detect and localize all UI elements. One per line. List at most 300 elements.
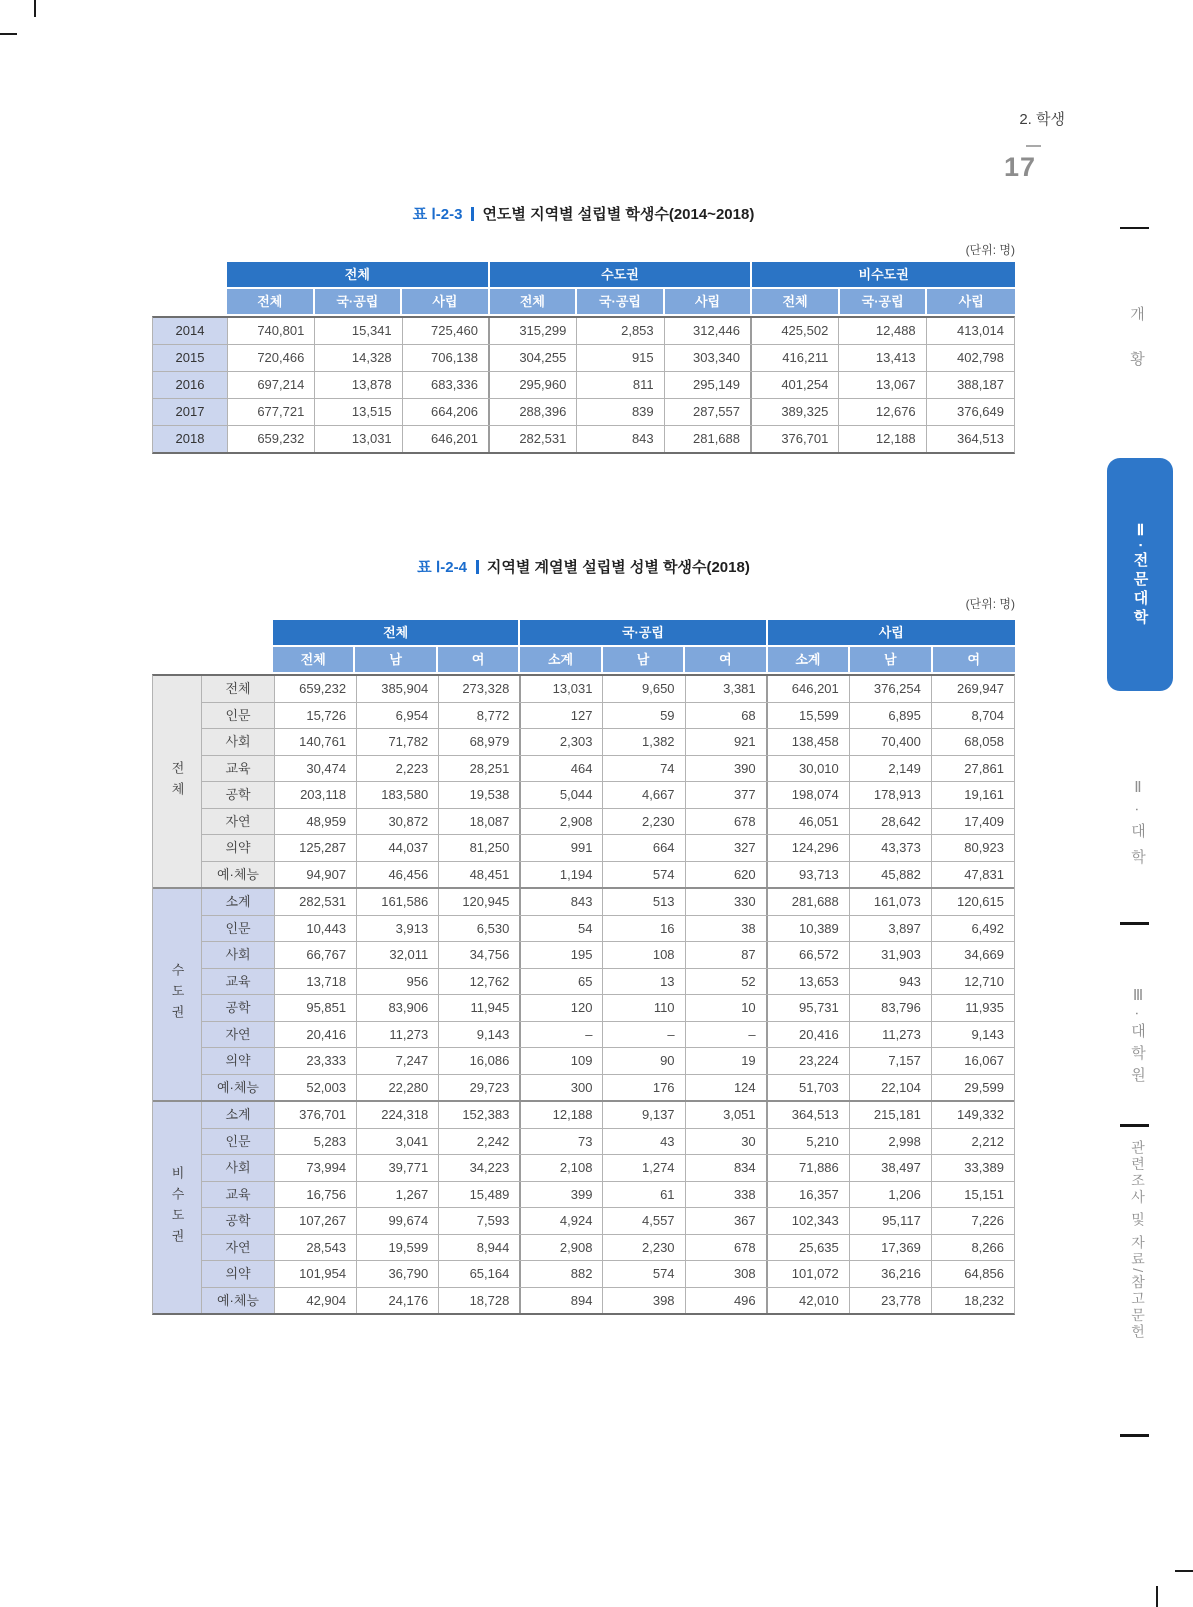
table-cell: 195	[521, 942, 603, 968]
table-cell: 102,343	[768, 1208, 850, 1234]
row-label: 예·체능	[202, 862, 275, 888]
table-cell: 28,251	[439, 756, 521, 782]
table-cell: 4,557	[603, 1208, 685, 1234]
table2-header-groups	[152, 620, 1015, 647]
table-row	[202, 862, 1014, 888]
table-cell: 2,223	[357, 756, 439, 782]
table-cell: 2,998	[850, 1129, 932, 1155]
table-cell: 843	[577, 426, 664, 452]
column-header: 전체	[490, 289, 578, 316]
table-cell: 464	[521, 756, 603, 782]
table-cell: 7,226	[971, 1213, 1004, 1228]
table-cell: 27,861	[964, 760, 1004, 776]
column-header: 사립	[402, 289, 490, 316]
table-cell: 312,446	[665, 318, 752, 344]
sidebar-label-references: 관련조사 및 자료/참고문헌	[1130, 1140, 1146, 1341]
table-cell: 678	[686, 809, 768, 835]
table-row	[202, 1075, 1014, 1101]
table-cell: 513	[603, 889, 685, 915]
table-cell: 215,181	[850, 1102, 932, 1128]
table-cell: 138,458	[768, 729, 850, 755]
table-cell: 15,151	[964, 1186, 1004, 1202]
sidebar-label-overview: 개황	[1128, 306, 1145, 396]
table-cell: 376,254	[850, 676, 932, 702]
table-cell: 66,572	[768, 942, 850, 968]
table-cell: 43	[603, 1129, 685, 1155]
table-cell: 29,723	[439, 1075, 521, 1101]
table-cell: 921	[686, 729, 768, 755]
table-cell: 367	[686, 1208, 768, 1234]
table-cell: 19,538	[439, 782, 521, 808]
row-label: 예·체능	[202, 1288, 275, 1314]
table-cell: 109	[521, 1048, 603, 1074]
table-cell: 13,878	[315, 372, 402, 398]
table-cell: 12,676	[839, 399, 926, 425]
column-group-header: 수도권	[490, 262, 753, 289]
row-label: 의약	[202, 1048, 275, 1074]
column-header: 소계	[768, 647, 850, 674]
table-cell: 108	[603, 942, 685, 968]
table-cell: 295,960	[490, 372, 577, 398]
table-cell: 659,232	[228, 426, 315, 452]
table-row	[202, 756, 1014, 783]
section-dash	[1026, 145, 1041, 147]
table-cell: 52	[686, 969, 768, 995]
row-label: 소계	[202, 889, 275, 915]
row-group-label	[153, 676, 202, 887]
title-bar-icon	[476, 560, 479, 574]
table-cell: 3,381	[686, 676, 768, 702]
row-label: 예·체능	[202, 1075, 275, 1101]
row-label: 사회	[202, 942, 275, 968]
table2-title-prefix: 표 Ⅰ-2-4	[417, 559, 467, 576]
table-cell: 664,206	[403, 399, 490, 425]
table-row	[202, 676, 1014, 703]
column-group-header: 사립	[768, 620, 1015, 647]
table-cell: 388,187	[957, 377, 1004, 392]
table1-header-groups	[152, 262, 1015, 289]
sidebar-tab-junior-college-label: Ⅱ·전문대학	[1131, 521, 1149, 628]
table-cell: 720,466	[228, 345, 315, 371]
table-cell: 3,913	[357, 916, 439, 942]
table-cell: 3,897	[850, 916, 932, 942]
table-cell: 23,778	[850, 1288, 932, 1314]
table-cell: 83,796	[850, 995, 932, 1021]
table-cell: 93,713	[768, 862, 850, 888]
table-cell: 281,688	[665, 426, 752, 452]
table-cell: 839	[577, 399, 664, 425]
table-cell: 9,143	[439, 1022, 521, 1048]
table-cell: 18,087	[439, 809, 521, 835]
table-cell: 4,667	[603, 782, 685, 808]
table-cell: 7,157	[850, 1048, 932, 1074]
table-cell: 12,488	[839, 318, 926, 344]
table-cell: 23,224	[768, 1048, 850, 1074]
table-cell: 29,599	[964, 1079, 1004, 1095]
table-cell: 45,882	[850, 862, 932, 888]
table-cell: 2,108	[521, 1155, 603, 1181]
table-cell: 39,771	[357, 1155, 439, 1181]
table1-title	[152, 203, 1015, 224]
table1-title-prefix: 표 Ⅰ-2-3	[412, 206, 463, 223]
crop-mark-bottom-right-horizontal	[1175, 1570, 1193, 1572]
table-cell: 101,072	[768, 1261, 850, 1287]
table-cell: 34,669	[964, 947, 1004, 962]
table-cell: 101,954	[275, 1261, 357, 1287]
table-cell: 1,382	[603, 729, 685, 755]
row-label: 공학	[202, 782, 275, 808]
table-row	[153, 426, 1014, 452]
table-cell: 1,206	[850, 1182, 932, 1208]
table-cell: 36,790	[357, 1261, 439, 1287]
table-cell: 6,954	[357, 703, 439, 729]
row-group-label	[153, 889, 202, 1100]
table-cell: 120,945	[439, 889, 521, 915]
row-group	[153, 676, 1014, 887]
table-cell: 38,497	[850, 1155, 932, 1181]
column-header: 국·공립	[840, 289, 928, 316]
sidebar-divider	[1120, 227, 1149, 229]
table-cell: 304,255	[490, 345, 577, 371]
table-cell: 3,051	[686, 1102, 768, 1128]
table-cell: 377	[686, 782, 768, 808]
table2-unit-label: (단위: 명)	[965, 597, 1015, 611]
table-cell: 30,010	[768, 756, 850, 782]
table-cell: 13,067	[839, 372, 926, 398]
row-label: 공학	[202, 1208, 275, 1234]
table-cell: 9,143	[971, 1026, 1004, 1042]
table-cell: 90	[603, 1048, 685, 1074]
table-cell: 66,767	[275, 942, 357, 968]
table-cell: 3,041	[357, 1129, 439, 1155]
table-cell: 315,299	[490, 318, 577, 344]
table-cell: 83,906	[357, 995, 439, 1021]
table-row	[153, 399, 1014, 426]
table-row	[202, 889, 1014, 916]
table-cell: 364,513	[768, 1102, 850, 1128]
table-cell: 7,247	[357, 1048, 439, 1074]
row-group	[153, 1100, 1014, 1313]
table-cell: 95,851	[275, 995, 357, 1021]
table-cell: 28,642	[850, 809, 932, 835]
table-row	[202, 1155, 1014, 1182]
table1	[152, 262, 1015, 454]
row-label: 사회	[202, 1155, 275, 1181]
table-cell: 282,531	[275, 889, 357, 915]
table-cell: 725,460	[403, 318, 490, 344]
table-cell: 376,649	[957, 404, 1004, 419]
column-header: 소계	[520, 647, 602, 674]
table-cell: 46,051	[768, 809, 850, 835]
table-cell: 95,731	[768, 995, 850, 1021]
table-cell: 677,721	[228, 399, 315, 425]
row-label: 2016	[153, 372, 228, 398]
table-cell: 33,389	[964, 1160, 1004, 1175]
table-cell: 2,853	[577, 318, 664, 344]
column-header: 국·공립	[577, 289, 665, 316]
column-header: 전체	[227, 289, 315, 316]
table-cell: 1,194	[521, 862, 603, 888]
table-cell: 149,332	[957, 1107, 1004, 1122]
table-cell: 13,031	[315, 426, 402, 452]
table-cell: 991	[521, 835, 603, 861]
table2-title	[152, 556, 1015, 577]
table-row	[153, 372, 1014, 399]
sidebar-divider	[1120, 922, 1149, 925]
table-cell: 127	[521, 703, 603, 729]
table-cell: 38	[686, 916, 768, 942]
table-row	[202, 809, 1014, 836]
table-cell: 390	[686, 756, 768, 782]
table1-unit-label: (단위: 명)	[965, 243, 1015, 257]
table-cell: 94,907	[275, 862, 357, 888]
row-label: 인문	[202, 703, 275, 729]
table-cell: 95,117	[850, 1208, 932, 1234]
row-group-rows	[202, 889, 1014, 1100]
table-cell: 843	[521, 889, 603, 915]
table-cell: 894	[521, 1288, 603, 1314]
table-cell: 300	[521, 1075, 603, 1101]
table-cell: 52,003	[275, 1075, 357, 1101]
table-row	[202, 1235, 1014, 1262]
table-cell: 34,756	[439, 942, 521, 968]
table-cell: –	[686, 1022, 768, 1048]
table-cell: 71,886	[768, 1155, 850, 1181]
row-label: 의약	[202, 835, 275, 861]
table-cell: 28,543	[275, 1235, 357, 1261]
table-cell: 915	[577, 345, 664, 371]
table-cell: 25,635	[768, 1235, 850, 1261]
row-label: 교육	[202, 969, 275, 995]
sidebar-tab-junior-college	[1107, 458, 1173, 691]
table-cell: 30	[686, 1129, 768, 1155]
table-cell: 834	[686, 1155, 768, 1181]
table-cell: 11,273	[850, 1022, 932, 1048]
table-row	[202, 1102, 1014, 1129]
row-label: 2015	[153, 345, 228, 371]
table-cell: 8,772	[439, 703, 521, 729]
table-cell: 399	[521, 1182, 603, 1208]
table-cell: 496	[686, 1288, 768, 1314]
table-cell: 2,212	[971, 1133, 1004, 1149]
sidebar-label-graduate-school: Ⅲ·대학원	[1129, 986, 1146, 1089]
table2-title-text: 지역별 계열별 설립별 성별 학생수(2018)	[486, 559, 750, 576]
crop-mark-top-left-vertical	[34, 0, 36, 17]
row-group-label	[153, 1102, 202, 1313]
table-cell: 15,489	[439, 1182, 521, 1208]
table-cell: 16	[603, 916, 685, 942]
table-cell: 124,296	[768, 835, 850, 861]
table-cell: 281,688	[768, 889, 850, 915]
table-cell: 65,164	[439, 1261, 521, 1287]
table-cell: 19,161	[964, 787, 1004, 802]
row-label: 교육	[202, 1182, 275, 1208]
column-header: 사립	[927, 289, 1015, 316]
table-cell: 68,979	[439, 729, 521, 755]
table2	[152, 620, 1015, 1315]
table-cell: –	[521, 1022, 603, 1048]
table-cell: 740,801	[228, 318, 315, 344]
table-cell: 9,137	[603, 1102, 685, 1128]
table1-header-subs	[152, 289, 1015, 316]
table-cell: 43,373	[850, 835, 932, 861]
table-cell: 13	[603, 969, 685, 995]
title-bar-icon	[471, 207, 474, 221]
table-row	[202, 1048, 1014, 1075]
crop-mark-top-left-horizontal	[0, 33, 17, 35]
table-cell: 269,947	[957, 681, 1004, 696]
table-cell: 65	[521, 969, 603, 995]
section-label: 2. 학생	[1019, 111, 1065, 128]
table-cell: 13,718	[275, 969, 357, 995]
row-group-rows	[202, 1102, 1014, 1313]
table-cell: 2,908	[521, 809, 603, 835]
column-header: 여	[933, 647, 1015, 674]
column-group-header: 전체	[227, 262, 490, 289]
row-label: 교육	[202, 756, 275, 782]
table-cell: 1,274	[603, 1155, 685, 1181]
table2-header-subs	[152, 647, 1015, 674]
table-corner	[152, 620, 273, 647]
table-cell: 87	[686, 942, 768, 968]
table-cell: 303,340	[665, 345, 752, 371]
table-cell: 36,216	[850, 1261, 932, 1287]
sidebar-divider	[1120, 1434, 1149, 1437]
table-row	[153, 318, 1014, 345]
table-cell: 11,935	[965, 1000, 1004, 1015]
table-cell: 15,726	[275, 703, 357, 729]
row-group-rows	[202, 676, 1014, 887]
table-cell: 51,703	[768, 1075, 850, 1101]
table-cell: 71,782	[357, 729, 439, 755]
column-header: 전체	[273, 647, 355, 674]
table-cell: 6,530	[439, 916, 521, 942]
table-row	[202, 835, 1014, 862]
row-label: 인문	[202, 1129, 275, 1155]
table-cell: 11,945	[439, 995, 521, 1021]
table-cell: 12,188	[521, 1102, 603, 1128]
table-cell: 16,086	[439, 1048, 521, 1074]
table-cell: 13,031	[521, 676, 603, 702]
table-cell: 73	[521, 1129, 603, 1155]
table-cell: 18,232	[964, 1292, 1004, 1308]
table-cell: 61	[603, 1182, 685, 1208]
table-cell: 11,273	[357, 1022, 439, 1048]
table-row	[202, 916, 1014, 943]
table-cell: 308	[686, 1261, 768, 1287]
table-cell: 574	[603, 1261, 685, 1287]
table-cell: 659,232	[275, 676, 357, 702]
table-cell: 2,230	[603, 1235, 685, 1261]
table-cell: 47,831	[964, 866, 1004, 882]
table-cell: 8,704	[971, 707, 1004, 723]
table-cell: 176	[603, 1075, 685, 1101]
table-cell: 13,515	[315, 399, 402, 425]
table-row	[202, 969, 1014, 996]
table-cell: 882	[521, 1261, 603, 1287]
table-cell: 697,214	[228, 372, 315, 398]
row-group-label-text: 수도권	[169, 963, 185, 1026]
table-cell: 389,325	[752, 399, 839, 425]
table-cell: 402,798	[957, 350, 1004, 365]
table-cell: 59	[603, 703, 685, 729]
table-cell: 376,701	[275, 1102, 357, 1128]
table-cell: 4,924	[521, 1208, 603, 1234]
table-cell: 32,011	[357, 942, 439, 968]
row-label: 소계	[202, 1102, 275, 1128]
column-group-header: 국·공립	[520, 620, 767, 647]
table-cell: 54	[521, 916, 603, 942]
table1-body	[152, 316, 1015, 454]
table-cell: 12,710	[964, 973, 1004, 989]
sidebar-label-university: Ⅱ·대학	[1129, 778, 1146, 875]
table-cell: 74	[603, 756, 685, 782]
table-cell: 22,280	[357, 1075, 439, 1101]
table-cell: 70,400	[850, 729, 932, 755]
column-header: 국·공립	[315, 289, 403, 316]
table-cell: 13,413	[839, 345, 926, 371]
crop-mark-bottom-right-vertical	[1156, 1586, 1158, 1607]
table-cell: 282,531	[490, 426, 577, 452]
table-cell: 81,250	[439, 835, 521, 861]
table-cell: 5,044	[521, 782, 603, 808]
table2-body	[152, 674, 1015, 1315]
column-group-header: 비수도권	[752, 262, 1015, 289]
table-cell: 161,073	[850, 889, 932, 915]
table-cell: 20,416	[768, 1022, 850, 1048]
row-group-label-text: 전체	[169, 760, 185, 803]
row-group	[153, 887, 1014, 1100]
table-cell: 23,333	[275, 1048, 357, 1074]
table-cell: 16,067	[964, 1053, 1004, 1068]
table-cell: 44,037	[357, 835, 439, 861]
table-cell: 10,389	[768, 916, 850, 942]
table-cell: 273,328	[439, 676, 521, 702]
table-cell: 364,513	[957, 431, 1004, 446]
table-cell: 14,328	[315, 345, 402, 371]
table-cell: 330	[686, 889, 768, 915]
table-cell: 327	[686, 835, 768, 861]
page-number: 17	[1003, 152, 1037, 182]
row-label: 사회	[202, 729, 275, 755]
table-cell: 398	[603, 1288, 685, 1314]
table-cell: 943	[850, 969, 932, 995]
table-cell: 110	[603, 995, 685, 1021]
table-row	[202, 729, 1014, 756]
table-cell: 416,211	[752, 345, 839, 371]
table-cell: 620	[686, 862, 768, 888]
column-header: 남	[850, 647, 932, 674]
table-row	[202, 1261, 1014, 1288]
table-cell: 20,416	[275, 1022, 357, 1048]
row-label: 전체	[202, 676, 275, 702]
table-cell: 385,904	[357, 676, 439, 702]
table-cell: 178,913	[850, 782, 932, 808]
table-cell: 6,492	[971, 920, 1004, 936]
column-header: 전체	[752, 289, 840, 316]
table-row	[202, 1182, 1014, 1209]
table-cell: 9,650	[603, 676, 685, 702]
row-label: 2014	[153, 318, 228, 344]
table-cell: 140,761	[275, 729, 357, 755]
table-cell: 120	[521, 995, 603, 1021]
column-group-header: 전체	[273, 620, 520, 647]
table-cell: 120,615	[957, 894, 1004, 909]
table-cell: 31,903	[850, 942, 932, 968]
table-cell: 68,058	[964, 734, 1004, 749]
column-header: 여	[438, 647, 520, 674]
table-corner	[152, 647, 273, 674]
